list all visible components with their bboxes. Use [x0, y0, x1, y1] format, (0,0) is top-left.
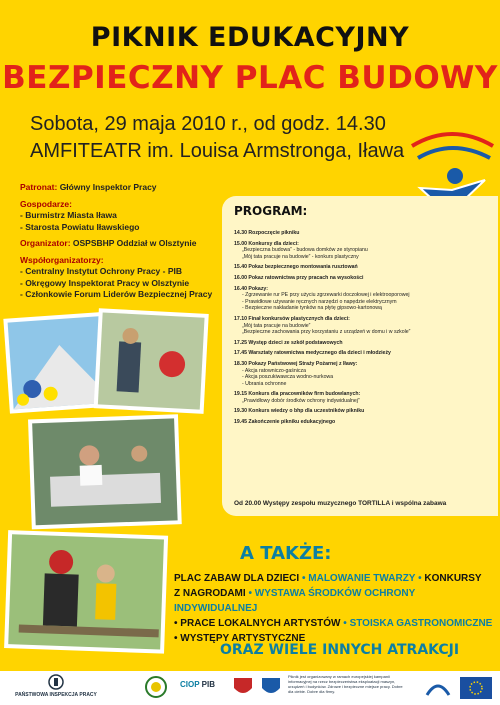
program-subitem: - Bezpieczne nakładanie tynków na płytę gipsowo-kartonową	[242, 305, 382, 312]
title-line-1: PIKNIK EDUKACYJNY	[90, 22, 410, 53]
program-box	[222, 196, 498, 516]
program-subitem: - Prawidłowe używanie ręcznych narzędzi o napędzie elektrycznym	[242, 298, 397, 305]
program-subitem: - Akcja poszukiwawcza wodno-nurkowa	[242, 374, 334, 381]
program-subitem: - Akcja ratowniczo-gaśnicza	[242, 367, 307, 374]
photo-demonstration	[94, 308, 209, 414]
photo-children-table	[28, 414, 182, 529]
program-item: 14.30 Rozpoczęcie pikniku	[234, 230, 300, 236]
program-title: PROGRAM:	[234, 204, 308, 218]
bullet-icon: •	[174, 633, 178, 644]
organizers-block	[20, 182, 225, 301]
also-item: Z NAGRODAMI	[174, 588, 246, 599]
also-item: KONKURSY	[424, 573, 482, 584]
photo-firefighter	[4, 530, 168, 654]
program-item: 16.40 Pokazy:	[234, 285, 269, 292]
also-item: PRACE LOKALNYCH ARTYSTÓW	[180, 618, 341, 629]
also-item: STOISKA GASTRONOMICZNE	[349, 618, 493, 629]
coorganizer-item: - Okręgowy Inspektorat Pracy w Olsztynie	[20, 277, 190, 288]
also-list	[174, 571, 494, 646]
organizer-label: Organizator:	[20, 238, 71, 248]
program-subitem: „Prawidłowy dobór środków ochrony indywidualnej”	[242, 397, 360, 404]
bullet-icon: •	[343, 618, 347, 629]
program-final: Od 20.00 Występy zespołu muzycznego TORTILLA i wspólna zabawa	[234, 500, 447, 507]
program-item: 18.30 Pokazy Państwowej Straży Pożarnej z Iławy:	[234, 360, 358, 367]
program-item: 15.40 Pokaz bezpiecznego montowania rusztowań	[234, 264, 358, 271]
program-item: 19.30 Konkurs wiedzy o bhp dla uczestników pikniku	[234, 408, 365, 415]
patron-label: Patronat:	[20, 182, 58, 192]
program-list	[234, 226, 494, 426]
ciop-name: CIOP	[180, 680, 200, 689]
pib-name: PIB	[201, 680, 215, 689]
host-item: - Starosta Powiatu Iławskiego	[20, 221, 140, 232]
program-item: 17.10 Finał konkursów plastycznych dla dzieci:	[234, 315, 350, 322]
footer	[0, 671, 500, 705]
eu-flag-icon	[460, 677, 492, 699]
pip-emblem-icon	[48, 674, 64, 690]
organizer-value: OSPSBHP Oddział w Olsztynie	[72, 238, 197, 248]
bullet-icon: •	[248, 588, 252, 599]
bullet-icon: •	[174, 618, 178, 629]
also-title: A TAKŻE:	[240, 543, 332, 564]
eu-campaign-note: Piknik jest organizowany w ramach europejskiej kampanii informacyjnej na rzecz bezpieczeństwa eksploatacji maszyn, urządzeń i budynków. Zdrowe i bezpieczne miejsce pracy. Dobre dla ciebie. Dobre dla firmy.	[288, 674, 403, 694]
title-line-2: BEZPIECZNY PLAC BUDOWY	[2, 60, 498, 96]
coorganizer-item: - Członkowie Forum Liderów Bezpiecznej Pracy	[20, 289, 213, 299]
host-item: - Burmistrz Miasta Iława	[20, 210, 117, 220]
program-item: 16.00 Pokaz ratownictwa przy pracach na wysokości	[234, 274, 364, 281]
ciop-logo	[180, 680, 215, 689]
also-item: WYSTĘPY ARTYSTYCZNE	[180, 633, 306, 644]
more-attractions: ORAZ WIELE INNYCH ATRAKCJI	[220, 642, 460, 658]
program-subitem: „Bezpieczna budowa” - budowa domków ze styropianu	[242, 247, 368, 254]
program-subitem: - Zgrzewanie rur PE przy użyciu zgrzewarki doczołowej i elektrooporowej	[242, 292, 410, 299]
event-venue: AMFITEATR im. Louisa Armstronga, Iława	[30, 140, 405, 162]
patron-value: Główny Inspektor Pracy	[59, 182, 157, 192]
coorganizer-item: - Centralny Instytut Ochrony Pracy - PIB	[20, 266, 183, 276]
program-item: 15.00 Konkursy dla dzieci:	[234, 240, 299, 247]
program-item: 17.25 Występ dzieci ze szkół podstawowych	[234, 339, 343, 346]
also-item: WYSTAWA ŚRODKÓW OCHRONY INDYWIDUALNEJ	[174, 588, 416, 614]
program-subitem: „Mój tata pracuje na budowie” - konkurs plastyczny	[242, 253, 359, 260]
bullet-icon: •	[418, 573, 422, 584]
ospsbhp-emblem-icon	[145, 676, 167, 698]
also-item: PLAC ZABAW DLA DZIECI	[174, 573, 300, 584]
event-date: Sobota, 29 maja 2010 r., od godz. 14.30	[30, 113, 386, 135]
program-item: 19.45 Zakończenie pikniku edukacyjnego	[234, 419, 336, 426]
pip-logo	[6, 674, 106, 698]
program-subitem: - Ubrania ochronne	[242, 380, 287, 387]
bullet-icon: •	[301, 573, 306, 584]
also-item: MALOWANIE TWARZY	[308, 573, 416, 584]
powiat-crest-icon	[260, 676, 282, 698]
eu-agency-logo-icon	[425, 677, 451, 699]
hosts-label: Gospodarze:	[20, 198, 72, 209]
ilawa-crest-icon	[232, 676, 254, 698]
coorganizers-label: Współorganizatorzy:	[20, 254, 104, 265]
pip-name: PAŃSTWOWA INSPEKCJA PRACY	[15, 692, 97, 698]
program-subitem: „Mój tata pracuje na budowie”	[242, 322, 311, 329]
program-item: 17.45 Warsztaty ratownictwa medycznego dla dzieci i młodzieży	[234, 350, 391, 357]
program-subitem: „Bezpieczne zachowania przy korzystaniu z urządzeń w domu i w szkole”	[242, 329, 411, 336]
program-item: 19.15 Konkurs dla pracowników firm budowlanych:	[234, 391, 361, 398]
